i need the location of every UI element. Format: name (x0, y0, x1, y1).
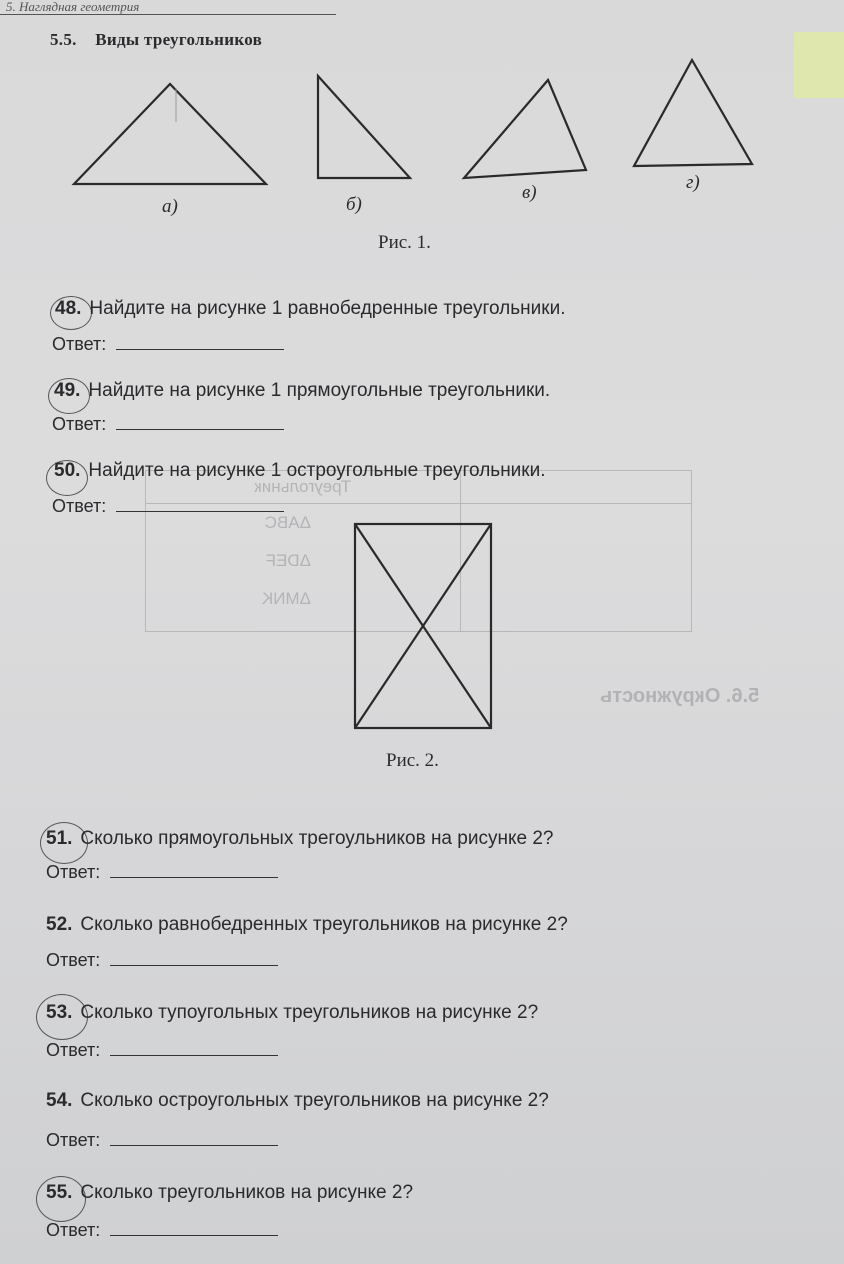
question-50-text: Найдите на рисунке 1 остроугольные треугольники. (88, 460, 546, 481)
question-49-text: Найдите на рисунке 1 прямоугольные треугольники. (88, 380, 551, 401)
figure-1-caption: Рис. 1. (378, 232, 431, 253)
answer-51-line[interactable] (110, 876, 278, 878)
answer-53-label: Ответ: (46, 1040, 101, 1060)
question-55 (46, 1182, 413, 1204)
bleed-row-1: ΔABC (264, 513, 311, 532)
question-54-text: Сколько остроугольных треугольников на рисунке 2? (80, 1090, 549, 1111)
answer-55 (46, 1220, 278, 1241)
question-48-text: Найдите на рисунке 1 равнобедренные треугольники. (89, 298, 566, 319)
fig1-label-v: в) (522, 182, 537, 203)
answer-50-label: Ответ: (52, 496, 107, 516)
running-title: 5. Наглядная геометрия (6, 0, 140, 14)
question-53 (46, 1002, 538, 1024)
question-48-number: 48. (55, 298, 82, 319)
fig1-label-a: а) (162, 196, 178, 217)
answer-52-label: Ответ: (46, 950, 101, 970)
question-51-text: Сколько прямоугольных трегоульников на рисунке 2? (80, 828, 554, 849)
answer-53-line[interactable] (110, 1054, 278, 1056)
section-title: Виды треугольников (95, 30, 263, 49)
answer-55-label: Ответ: (46, 1220, 101, 1240)
bleed-table-header: Треугольник (254, 477, 351, 496)
bleed-row-2: ΔDEF (265, 551, 311, 570)
answer-48-label: Ответ: (52, 334, 107, 354)
question-51 (46, 828, 553, 850)
bleed-section-title: 5.6. Окружность (600, 685, 760, 707)
section-number: 5.5. (50, 30, 77, 49)
question-49-number: 49. (54, 380, 81, 401)
answer-52 (46, 950, 278, 971)
question-55-text: Сколько треугольников на рисунке 2? (80, 1182, 414, 1203)
figure-2-caption: Рис. 2. (386, 750, 439, 771)
question-54 (46, 1090, 549, 1112)
question-54-number: 54. (46, 1090, 73, 1111)
answer-51-label: Ответ: (46, 862, 101, 882)
bleed-row-3: ΔMNK (261, 589, 311, 608)
question-52 (46, 914, 568, 936)
question-53-text: Сколько тупоугольных треугольников на рисунке 2? (80, 1002, 539, 1023)
question-52-text: Сколько равнобедренных треугольников на рисунке 2? (80, 914, 568, 935)
answer-55-line[interactable] (110, 1234, 278, 1236)
answer-51 (46, 862, 278, 883)
question-50-number: 50. (54, 460, 81, 481)
answer-54-line[interactable] (110, 1144, 278, 1146)
question-55-number: 55. (46, 1182, 73, 1203)
answer-53 (46, 1040, 278, 1061)
answer-54-label: Ответ: (46, 1130, 101, 1150)
fig1-label-g: г) (686, 172, 700, 193)
answer-49-label: Ответ: (52, 414, 107, 434)
answer-52-line[interactable] (110, 964, 278, 966)
question-51-number: 51. (46, 828, 73, 849)
answer-54 (46, 1130, 278, 1151)
question-52-number: 52. (46, 914, 73, 935)
fig1-label-b: б) (346, 194, 362, 215)
question-53-number: 53. (46, 1002, 73, 1023)
